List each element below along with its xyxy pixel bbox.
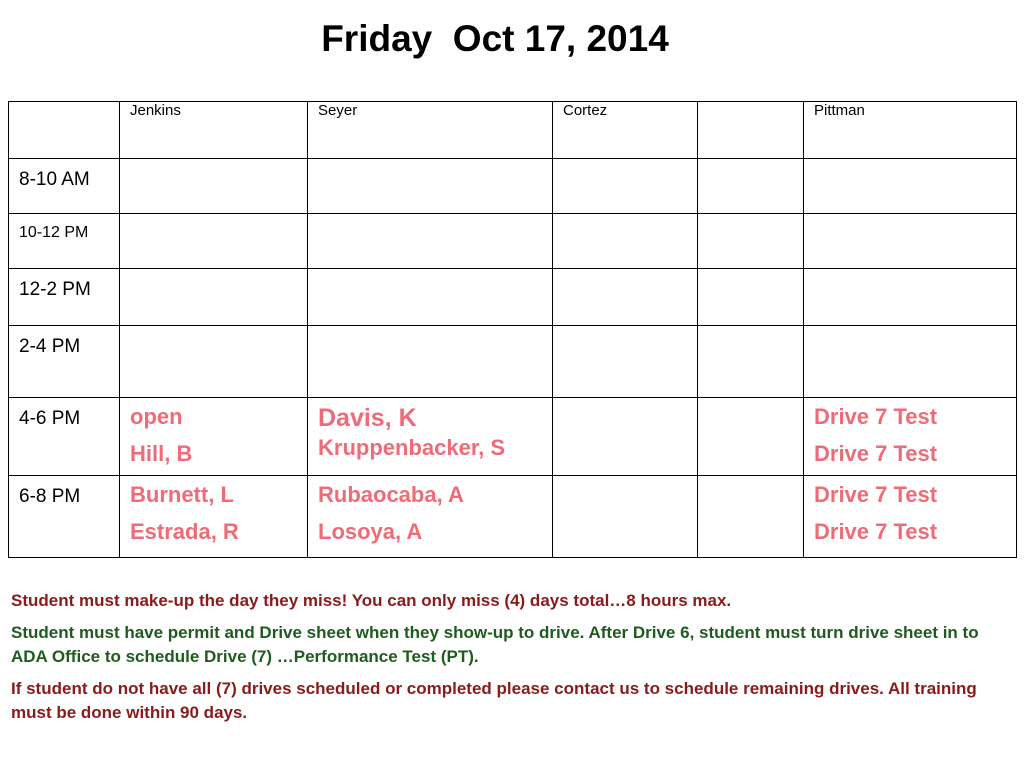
table-row	[9, 398, 1017, 476]
slot-cell	[120, 159, 308, 214]
header-blank	[698, 102, 804, 159]
table-row	[9, 326, 1017, 398]
page-title: Friday Oct 17, 2014	[321, 18, 669, 59]
time-cell: 2-4 PM	[9, 326, 120, 398]
slot-cell	[553, 326, 698, 398]
student-entry: Hill, B	[130, 441, 193, 466]
table-row	[9, 476, 1017, 558]
slot-cell-seyer	[308, 398, 553, 476]
slot-cell	[698, 159, 804, 214]
drive-test-entry: Drive 7 Test	[814, 519, 938, 544]
table-row	[9, 269, 1017, 326]
slot-cell	[804, 326, 1017, 398]
student-entry: open	[130, 404, 183, 429]
student-entry: Burnett, L	[130, 482, 234, 507]
slot-cell	[308, 159, 553, 214]
slot-cell	[120, 269, 308, 326]
slot-cell	[308, 269, 553, 326]
schedule-table	[8, 101, 1017, 558]
slot-cell	[308, 214, 553, 269]
time-cell: 10-12 PM	[9, 214, 120, 269]
time-cell: 4-6 PM	[9, 398, 120, 476]
header-pittman: Pittman	[804, 102, 1017, 159]
table-row	[9, 214, 1017, 269]
student-entry: Davis, K	[318, 404, 417, 432]
drive-test-entry: Drive 7 Test	[814, 441, 938, 466]
drive-test-entry: Drive 7 Test	[814, 404, 938, 429]
header-time	[9, 102, 120, 159]
slot-cell-jenkins	[120, 398, 308, 476]
slot-cell	[804, 269, 1017, 326]
slot-cell	[804, 159, 1017, 214]
drive-test-entry: Drive 7 Test	[814, 482, 938, 507]
slot-cell	[553, 476, 698, 558]
student-entry: Estrada, R	[130, 519, 239, 544]
slot-cell	[120, 214, 308, 269]
contact-note: If student do not have all (7) drives scheduled or completed please contact us to schedule remaining drives. All training must be done within 90 days.	[11, 679, 977, 722]
slot-cell	[698, 476, 804, 558]
slot-cell-jenkins	[120, 476, 308, 558]
slot-cell	[698, 398, 804, 476]
slot-cell	[308, 326, 553, 398]
table-row	[9, 159, 1017, 214]
slot-cell	[553, 159, 698, 214]
slot-cell	[698, 269, 804, 326]
time-cell: 6-8 PM	[9, 476, 120, 558]
slot-cell	[120, 326, 308, 398]
slot-cell-pittman	[804, 398, 1017, 476]
student-entry: Losoya, A	[318, 519, 423, 544]
makeup-note: Student must make-up the day they miss! You can only miss (4) days total…8 hours max.	[11, 591, 732, 610]
student-entry: Kruppenbacker, S	[318, 435, 506, 460]
header-cortez: Cortez	[553, 102, 698, 159]
time-cell: 12-2 PM	[9, 269, 120, 326]
slot-cell	[698, 326, 804, 398]
student-entry: Rubaocaba, A	[318, 482, 464, 507]
permit-note: Student must have permit and Drive sheet when they show-up to drive. After Drive 6, student must turn drive sheet in to ADA Office to schedule Drive (7) …Performance Test (PT).	[11, 623, 979, 666]
slot-cell	[553, 269, 698, 326]
slot-cell	[553, 214, 698, 269]
header-jenkins: Jenkins	[120, 102, 308, 159]
slot-cell-pittman	[804, 476, 1017, 558]
slot-cell-seyer	[308, 476, 553, 558]
slot-cell	[553, 398, 698, 476]
header-seyer: Seyer	[308, 102, 553, 159]
slot-cell	[698, 214, 804, 269]
slot-cell	[804, 214, 1017, 269]
notes-section	[11, 589, 1001, 733]
time-cell: 8-10 AM	[9, 159, 120, 214]
header-row	[9, 102, 1017, 159]
